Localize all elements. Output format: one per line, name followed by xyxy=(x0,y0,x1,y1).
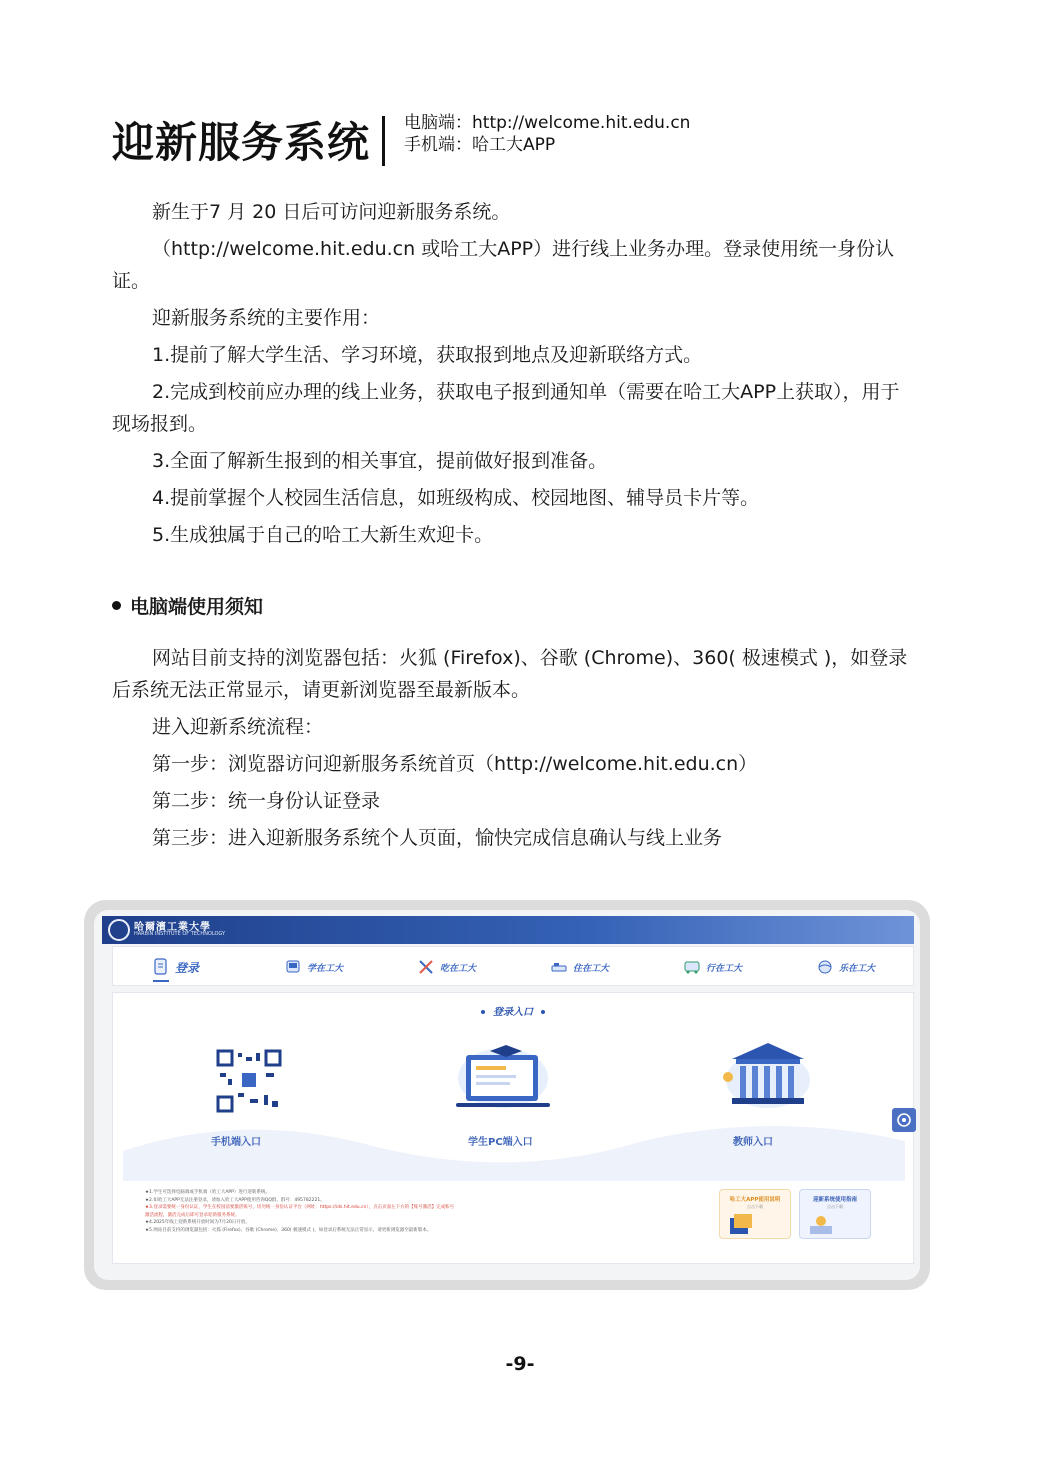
login-title xyxy=(113,1003,913,1018)
login-panel xyxy=(112,992,914,1264)
intro-list-item: 5.生成独属于自己的哈工大新生欢迎卡。 xyxy=(152,524,494,546)
title-divider xyxy=(382,116,385,166)
mobile-entry-link[interactable]: 手机端入口 xyxy=(211,1137,261,1148)
page-title: 迎新服务系统 xyxy=(112,118,371,167)
section-heading xyxy=(112,592,263,619)
university-logo-icon xyxy=(108,919,130,941)
notice-line: ★1.学生可选择电脑端或手机端（哈工大APP）进行迎新系统。 xyxy=(145,1190,270,1195)
intro-paragraph: 迎新服务系统的主要作用： xyxy=(152,307,381,329)
intro-list-item: 1.提前了解大学生活、学习环境，获取报到地点及迎新联络方式。 xyxy=(152,344,703,366)
qr-code-icon[interactable] xyxy=(216,1049,282,1113)
bus-icon xyxy=(682,957,702,977)
browser-support-paragraph: 网站目前支持的浏览器包括：火狐 (Firefox)、谷歌 (Chrome)、360( 极速模式 )，如登录后系统无法正常显示，请更新浏览器至最新版本。 xyxy=(112,647,908,701)
download-card-sub: 点击下载 xyxy=(827,1204,843,1209)
site-nav xyxy=(112,946,914,986)
pc-url-line: 电脑端：http://welcome.hit.edu.cn xyxy=(404,113,691,133)
active-tab-underline xyxy=(153,980,169,982)
step-item: 第二步：统一身份认证登录 xyxy=(152,790,381,812)
download-card-title: 哈工大APP使用说明 xyxy=(729,1197,781,1203)
bed-icon xyxy=(549,957,569,977)
nav-item-food[interactable] xyxy=(416,955,476,979)
student-pc-illustration[interactable] xyxy=(448,1033,558,1118)
intro-list-item: 3.全面了解新生报到的相关事宜，提前做好报到准备。 xyxy=(152,450,608,472)
intro-paragraph: （http://welcome.hit.edu.cn 或哈工大APP）进行线上业务办理。登录使用统一身份认证。 xyxy=(112,238,895,292)
mobile-app-line: 手机端：哈工大APP xyxy=(404,135,556,155)
dot-icon xyxy=(481,1010,485,1014)
ball-icon xyxy=(815,957,835,977)
intro-paragraph: 新生于7 月 20 日后可访问迎新服务系统。 xyxy=(152,201,511,223)
download-card-sub: 点击下载 xyxy=(747,1204,763,1209)
document-icon xyxy=(728,1214,754,1236)
pc-notes xyxy=(112,642,912,859)
notice-line: ★2.如哈工大APP无法注册登录，请加入哈工大APP使用咨询QQ群，群号：495782221。 xyxy=(145,1197,325,1203)
dot-icon xyxy=(541,1010,545,1014)
nav-item-study[interactable] xyxy=(283,955,343,979)
bullet-icon xyxy=(112,601,121,610)
book-lightbulb-icon xyxy=(808,1214,834,1236)
site-header xyxy=(102,916,914,944)
nav-label: 登录 xyxy=(175,960,200,975)
intro-list-item: 4.提前掌握个人校园生活信息，如班级构成、校园地图、辅导员卡片等。 xyxy=(152,487,760,509)
download-card-title: 迎新系统使用指南 xyxy=(812,1197,857,1203)
utensils-icon xyxy=(416,957,436,977)
nav-label: 住在工大 xyxy=(573,963,610,974)
site-name: 哈爾濱工業大學 xyxy=(134,922,211,933)
chat-icon xyxy=(896,1112,912,1128)
nav-label: 吃在工大 xyxy=(440,963,477,974)
nav-item-housing[interactable] xyxy=(549,955,609,979)
study-icon xyxy=(283,957,303,977)
intro-section xyxy=(112,196,912,556)
nav-label: 行在工大 xyxy=(706,963,743,974)
nav-item-login[interactable] xyxy=(151,955,199,979)
page-number: -9- xyxy=(505,1353,535,1375)
teacher-building-illustration[interactable] xyxy=(718,1035,818,1115)
login-icon xyxy=(151,957,171,977)
notice-line: ★5.网站目前支持的浏览器包括：火狐 (Firefox)、谷歌 (Chrome)、360( 极速模式 )，如登录后系统无法正常显示，请更新浏览器至最新版本。 xyxy=(145,1227,432,1233)
system-guide-download-card[interactable] xyxy=(799,1189,871,1239)
app-guide-download-card[interactable] xyxy=(719,1189,791,1239)
step-item: 第一步：浏览器访问迎新服务系统首页（http://welcome.hit.edu.cn） xyxy=(152,753,758,775)
intro-list-item: 2.完成到校前应办理的线上业务，获取电子报到通知单（需要在哈工大APP上获取），用于现场报到。 xyxy=(112,381,900,435)
student-pc-entry-link[interactable]: 学生PC端入口 xyxy=(468,1137,533,1148)
site-name-en: HARBIN INSTITUTE OF TECHNOLOGY xyxy=(134,931,226,937)
nav-item-transport[interactable] xyxy=(682,955,742,979)
website-screenshot xyxy=(84,900,930,1290)
page-header xyxy=(112,108,912,168)
flow-intro: 进入迎新系统流程： xyxy=(152,716,324,738)
nav-label: 乐在工大 xyxy=(839,963,876,974)
screenshot-inner xyxy=(94,910,920,1280)
login-title-text: 登录入口 xyxy=(493,1007,533,1018)
step-item: 第三步：进入迎新服务系统个人页面，愉快完成信息确认与线上业务 xyxy=(152,827,723,849)
section-heading-text: 电脑端使用须知 xyxy=(130,596,264,618)
nav-item-fun[interactable] xyxy=(815,955,875,979)
notice-text xyxy=(145,1189,455,1234)
notice-line: ★3.登录需要统一身份认证，学生在校园前要激活账号，切勿统一身份认证平台（网址：https://ids.hit.edu.cn），点击页面左下方的【账号激活】完成账号激活流程，激活完成后即可登录迎新服务系统。 xyxy=(145,1205,455,1218)
customer-service-button[interactable] xyxy=(892,1108,916,1132)
nav-label: 学在工大 xyxy=(307,963,344,974)
teacher-entry-link[interactable]: 教师入口 xyxy=(733,1137,773,1148)
notice-line: ★4.2025年线上迎新系统开放时间为7月20日开放。 xyxy=(145,1220,250,1225)
title-links xyxy=(404,112,690,156)
